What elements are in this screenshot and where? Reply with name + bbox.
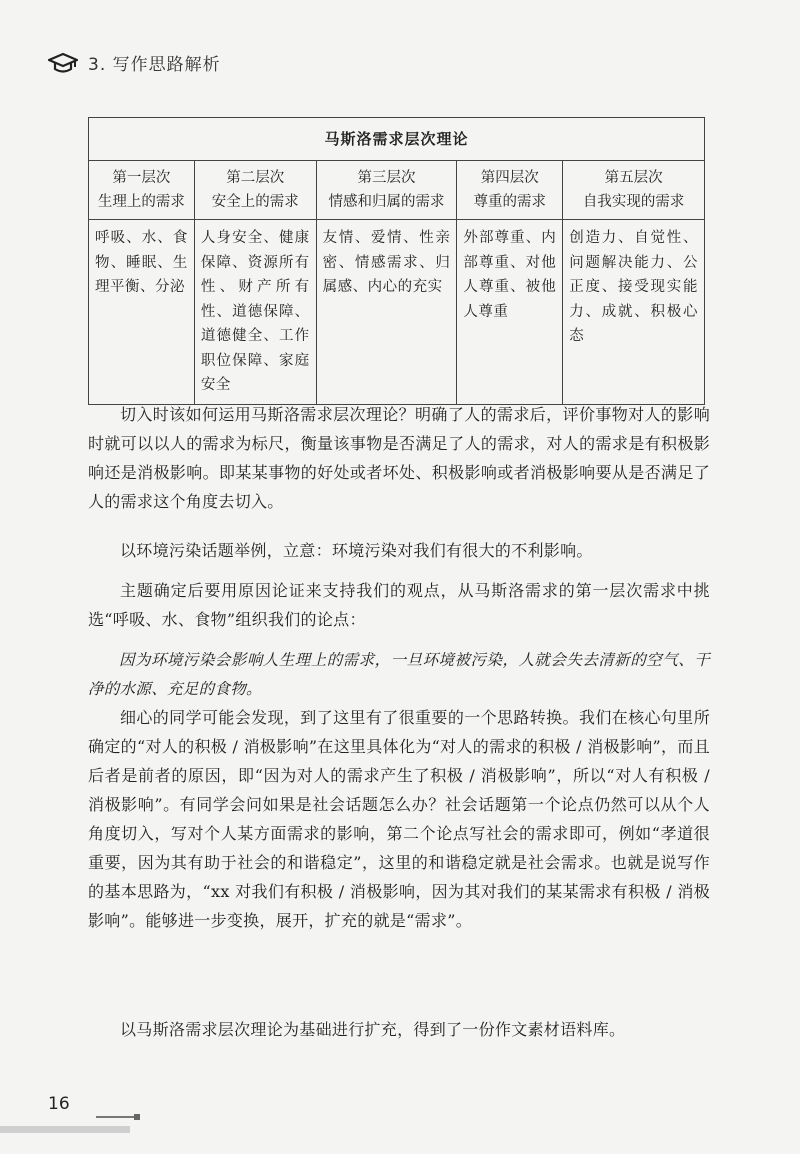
body-paragraph: 以马斯洛需求层次理论为基础进行扩充，得到了一份作文素材语料库。: [120, 1020, 626, 1039]
body-paragraph: 以环境污染话题举例，立意：环境污染对我们有很大的不利影响。: [120, 541, 593, 560]
table-header-cell: [563, 161, 705, 220]
need-name: 自我实现的需求: [582, 194, 685, 210]
footer-decoration-dot: [134, 1114, 140, 1120]
table-content-cell: 创造力、自觉性、问题解决能力、公正度、接受现实能力、成就、积极心态: [563, 220, 705, 405]
table-header-cell: [89, 161, 195, 220]
body-paragraph: 切入时该如何运用马斯洛需求层次理论？明确了人的需求后，评价事物对人的影响时就可以以人的需求为标尺，衡量该事物是否满足了人的需求，对人的需求是有积极影响还是消极影响。即某某事物的好处或者坏处、积极影响或者消极影响要从是否满足了人的需求这个角度去切入。: [88, 405, 710, 511]
example-argument: 因为环境污染会影响人生理上的需求，一旦环境被污染，人就会失去清新的空气、干净的水源、充足的食物。: [88, 651, 710, 698]
table-content-cell: 呼吸、水、食物、睡眠、生理平衡、分泌: [89, 220, 195, 405]
body-paragraph: 细心的同学可能会发现，到了这里有了很重要的一个思路转换。我们在核心句里所确定的“对人的积极 / 消极影响”在这里具体化为“对人的需求的积极 / 消极影响”，而且后者是前者的原因，即“因为对人的需求产生了积极 / 消极影响”，所以“对人有积极 / 消极影响”。有同学会问如果是社会话题怎么办？社会话题第一个论点仍然可以从个人角度切入，写对个人某方面需求的影响，第二个论点写社会的需求即可，例如“孝道很重要，因为其有助于社会的和谐稳定”，这里的和谐稳定就是社会需求。也就是说写作的基本思路为，“xx 对我们有积极 / 消极影响，因为其对我们的某某需求有积极 / 消极影响”。能够进一步变换，展开，扩充的就是“需求”。: [88, 708, 710, 930]
level-label: 第五层次: [604, 170, 663, 186]
page-header: [48, 50, 221, 75]
need-name: 尊重的需求: [473, 194, 547, 210]
table-header-cell: [194, 161, 316, 220]
level-label: 第三层次: [357, 170, 416, 186]
need-name: 安全上的需求: [211, 194, 299, 210]
maslow-table-container: [88, 117, 705, 405]
level-label: 第一层次: [112, 170, 171, 186]
table-content-cell: 外部尊重、内部尊重、对他人尊重、被他人尊重: [457, 220, 563, 405]
footer-decoration-bar: [0, 1126, 130, 1133]
body-paragraph: 主题确定后要用原因论证来支持我们的观点，从马斯洛需求的第一层次需求中挑选“呼吸、水、食物”组织我们的论点：: [88, 581, 710, 629]
table-content-cell: 友情、爱情、性亲密、情感需求、归属感、内心的充实: [316, 220, 457, 405]
need-name: 情感和归属的需求: [328, 194, 445, 210]
need-name: 生理上的需求: [97, 194, 185, 210]
level-label: 第二层次: [226, 170, 285, 186]
table-header-cell: [316, 161, 457, 220]
level-label: 第四层次: [480, 170, 539, 186]
footer-decoration-line: [96, 1116, 136, 1118]
table-content-cell: 人身安全、健康保障、资源所有性、财产所有性、道德保障、道德健全、工作职位保障、家庭安全: [194, 220, 316, 405]
table-title: 马斯洛需求层次理论: [89, 118, 705, 161]
maslow-table: [88, 117, 705, 405]
table-header-cell: [457, 161, 563, 220]
section-title: 3. 写作思路解析: [88, 55, 221, 75]
page-number: 16: [48, 1094, 70, 1114]
graduation-cap-icon: [48, 51, 78, 75]
